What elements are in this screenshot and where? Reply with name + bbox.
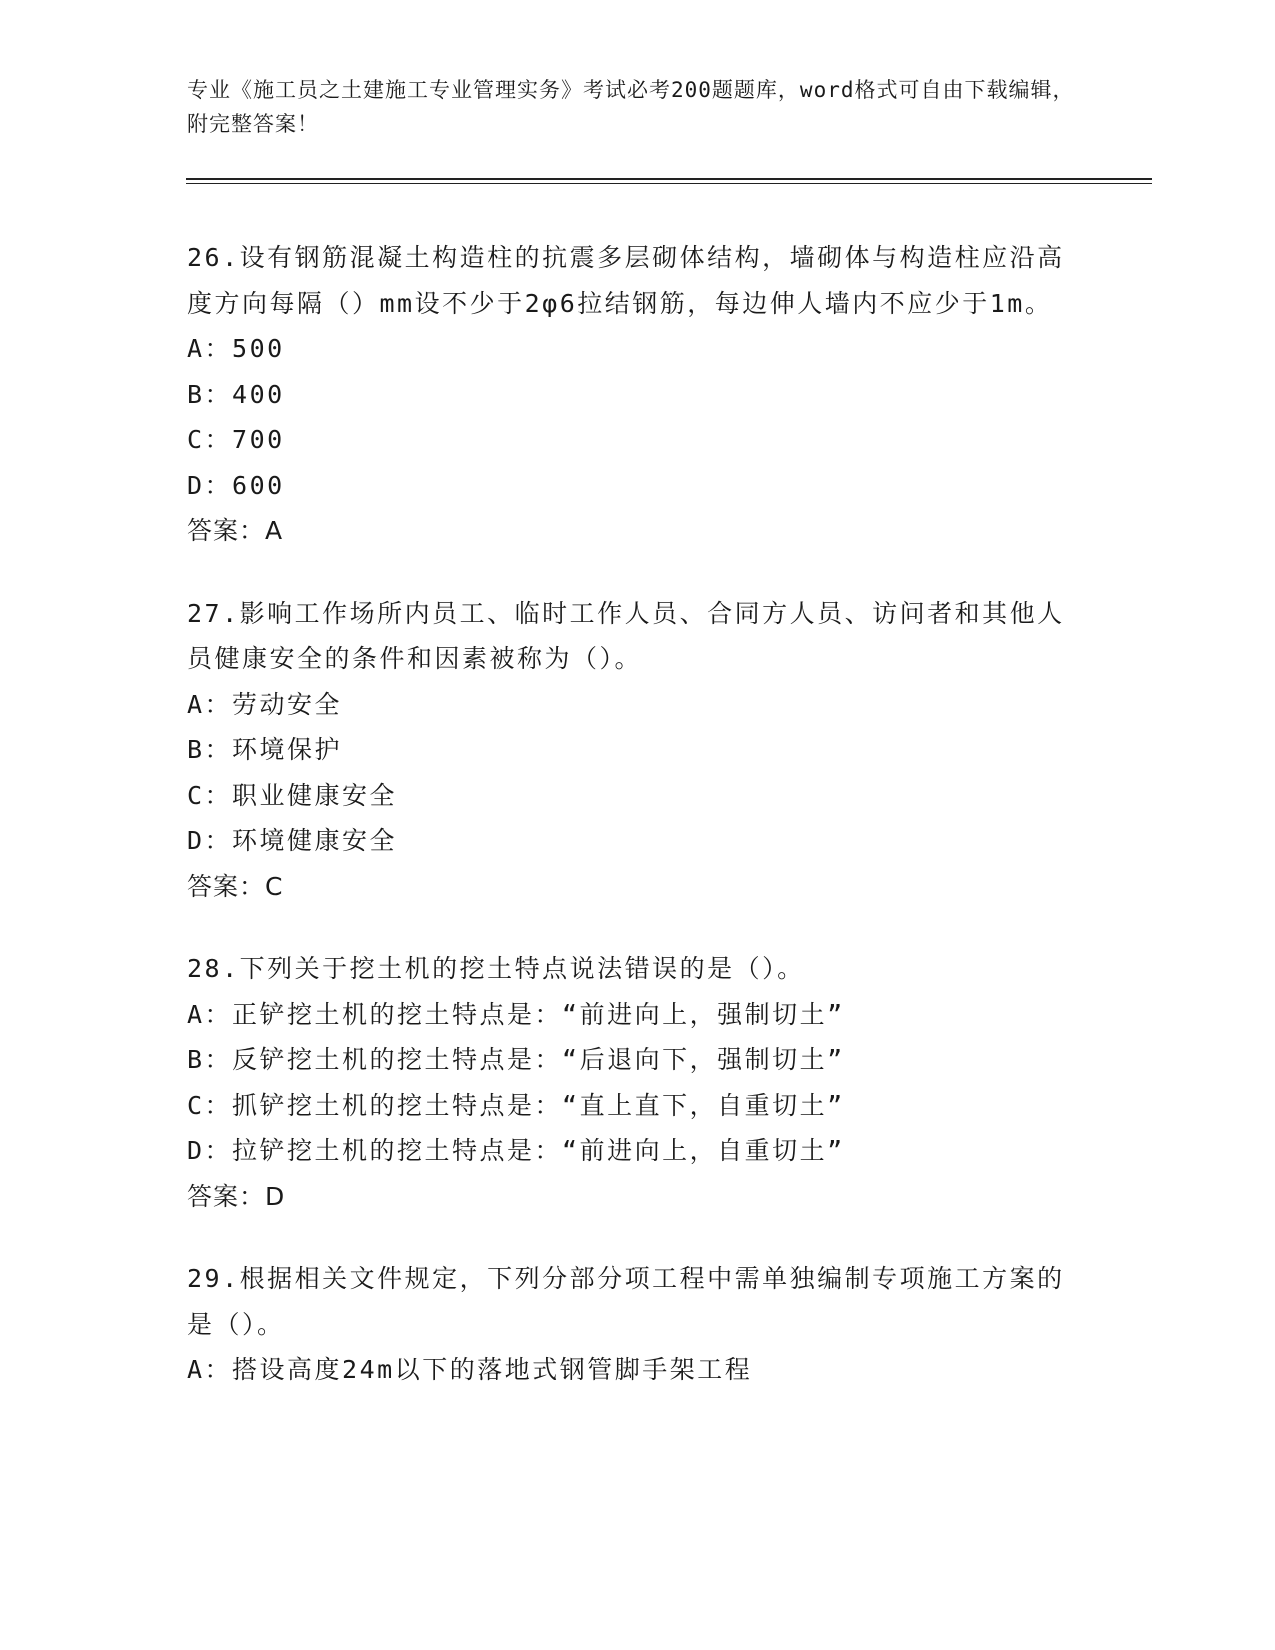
question-text: 29.根据相关文件规定，下列分部分项工程中需单独编制专项施工方案的是（）。: [187, 1264, 1065, 1339]
option-a: A：搭设高度24m以下的落地式钢管脚手架工程: [187, 1355, 753, 1384]
option-b: B：反铲挖土机的挖土特点是：“后退向下，强制切土”: [187, 1045, 845, 1074]
option-a: A：500: [187, 334, 285, 363]
question-text: 28.下列关于挖土机的挖土特点说法错误的是（）。: [187, 954, 805, 983]
option-d: D：600: [187, 470, 285, 500]
question-26: [187, 235, 1087, 554]
option-d: D：环境健康安全: [187, 826, 398, 855]
answer-label: 答案：D: [187, 1181, 286, 1211]
question-28: [187, 946, 1087, 1219]
option-c: C：职业健康安全: [187, 780, 398, 810]
option-b: B：400: [187, 379, 285, 409]
header-rule-thick: [186, 178, 1152, 180]
option-a: A：劳动安全: [187, 689, 343, 719]
question-27: [187, 591, 1087, 910]
header-rule-thin: [186, 183, 1152, 184]
question-list: [187, 235, 1087, 1430]
option-c: C：700: [187, 425, 285, 454]
question-29: [187, 1256, 1087, 1393]
option-a: A：正铲挖土机的挖土特点是：“前进向上，强制切土”: [187, 999, 845, 1029]
question-text: 26.设有钢筋混凝土构造柱的抗震多层砌体结构，墙砌体与构造柱应沿高度方向每隔（）mm设不少于2φ6拉结钢筋，每边伸人墙内不应少于1m。: [187, 243, 1065, 318]
option-c: C：抓铲挖土机的挖土特点是：“直上直下，自重切土”: [187, 1090, 845, 1120]
question-text: 27.影响工作场所内员工、临时工作人员、合同方人员、访问者和其他人员健康安全的条件和因素被称为（）。: [187, 598, 1065, 673]
option-d: D：拉铲挖土机的挖土特点是：“前进向上，自重切土”: [187, 1136, 845, 1165]
document-header: 专业《施工员之土建施工专业管理实务》考试必考200题题库，word格式可自由下载编辑，附完整答案！: [187, 78, 1075, 136]
answer-label: 答案：C: [187, 871, 284, 901]
option-b: B：环境保护: [187, 735, 343, 764]
answer-label: 答案：A: [187, 516, 284, 545]
